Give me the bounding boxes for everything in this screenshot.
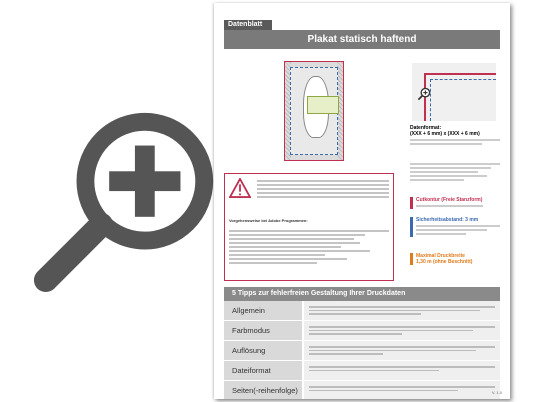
zoom-in-icon[interactable] <box>28 100 226 298</box>
tip-row <box>224 321 500 341</box>
tip-row <box>224 301 500 321</box>
tip-label: Auflösung <box>224 341 302 360</box>
sicherheitsabstand-heading: Sicherheitsabstand: 3 mm <box>416 217 479 223</box>
procedure-text-lines <box>229 228 389 266</box>
tip-label: Farbmodus <box>224 321 302 340</box>
warning-text-lines <box>257 178 389 200</box>
document-tag: Datenblatt <box>224 20 272 30</box>
datasheet-page <box>214 3 510 399</box>
tip-row <box>224 381 500 399</box>
specification-column <box>410 125 500 285</box>
format-description-lines <box>410 163 500 181</box>
document-title: Plakat statisch haftend <box>224 30 500 49</box>
warning-box <box>224 173 394 281</box>
poster-illustration <box>284 61 344 161</box>
cutkontur-heading: Cutkontur (Freie Stanzform) <box>416 197 483 203</box>
adobe-procedure-heading: Vorgehensweise bei Adobe Programmen: <box>229 218 308 223</box>
tips-heading: 5 Tipps zur fehlerfreien Gestaltung Ihrer Druckdaten <box>224 287 500 301</box>
tip-label: Allgemein <box>224 301 302 320</box>
tip-row <box>224 361 500 381</box>
datenformat-value: (XXX + 6 mm) x (XXX + 6 mm) <box>410 131 480 137</box>
zoom-in-small-icon[interactable] <box>417 87 431 101</box>
maximal-druckbreite-heading: Maximal Druckbreite <box>416 253 465 259</box>
datenformat-heading: Datenformat: <box>410 125 442 131</box>
maximal-druckbreite-value: 1,30 m (ohne Beschnitt) <box>416 259 473 265</box>
page-number: V. 1.0 <box>491 390 502 395</box>
safety-area <box>290 67 338 155</box>
safety-line <box>430 79 496 121</box>
tip-label: Seiten(-reihenfolge) <box>224 381 302 399</box>
warning-triangle-icon <box>229 178 251 198</box>
print-area-label-box <box>307 96 339 114</box>
tip-label: Dateiformat <box>224 361 302 380</box>
tip-row <box>224 341 500 361</box>
